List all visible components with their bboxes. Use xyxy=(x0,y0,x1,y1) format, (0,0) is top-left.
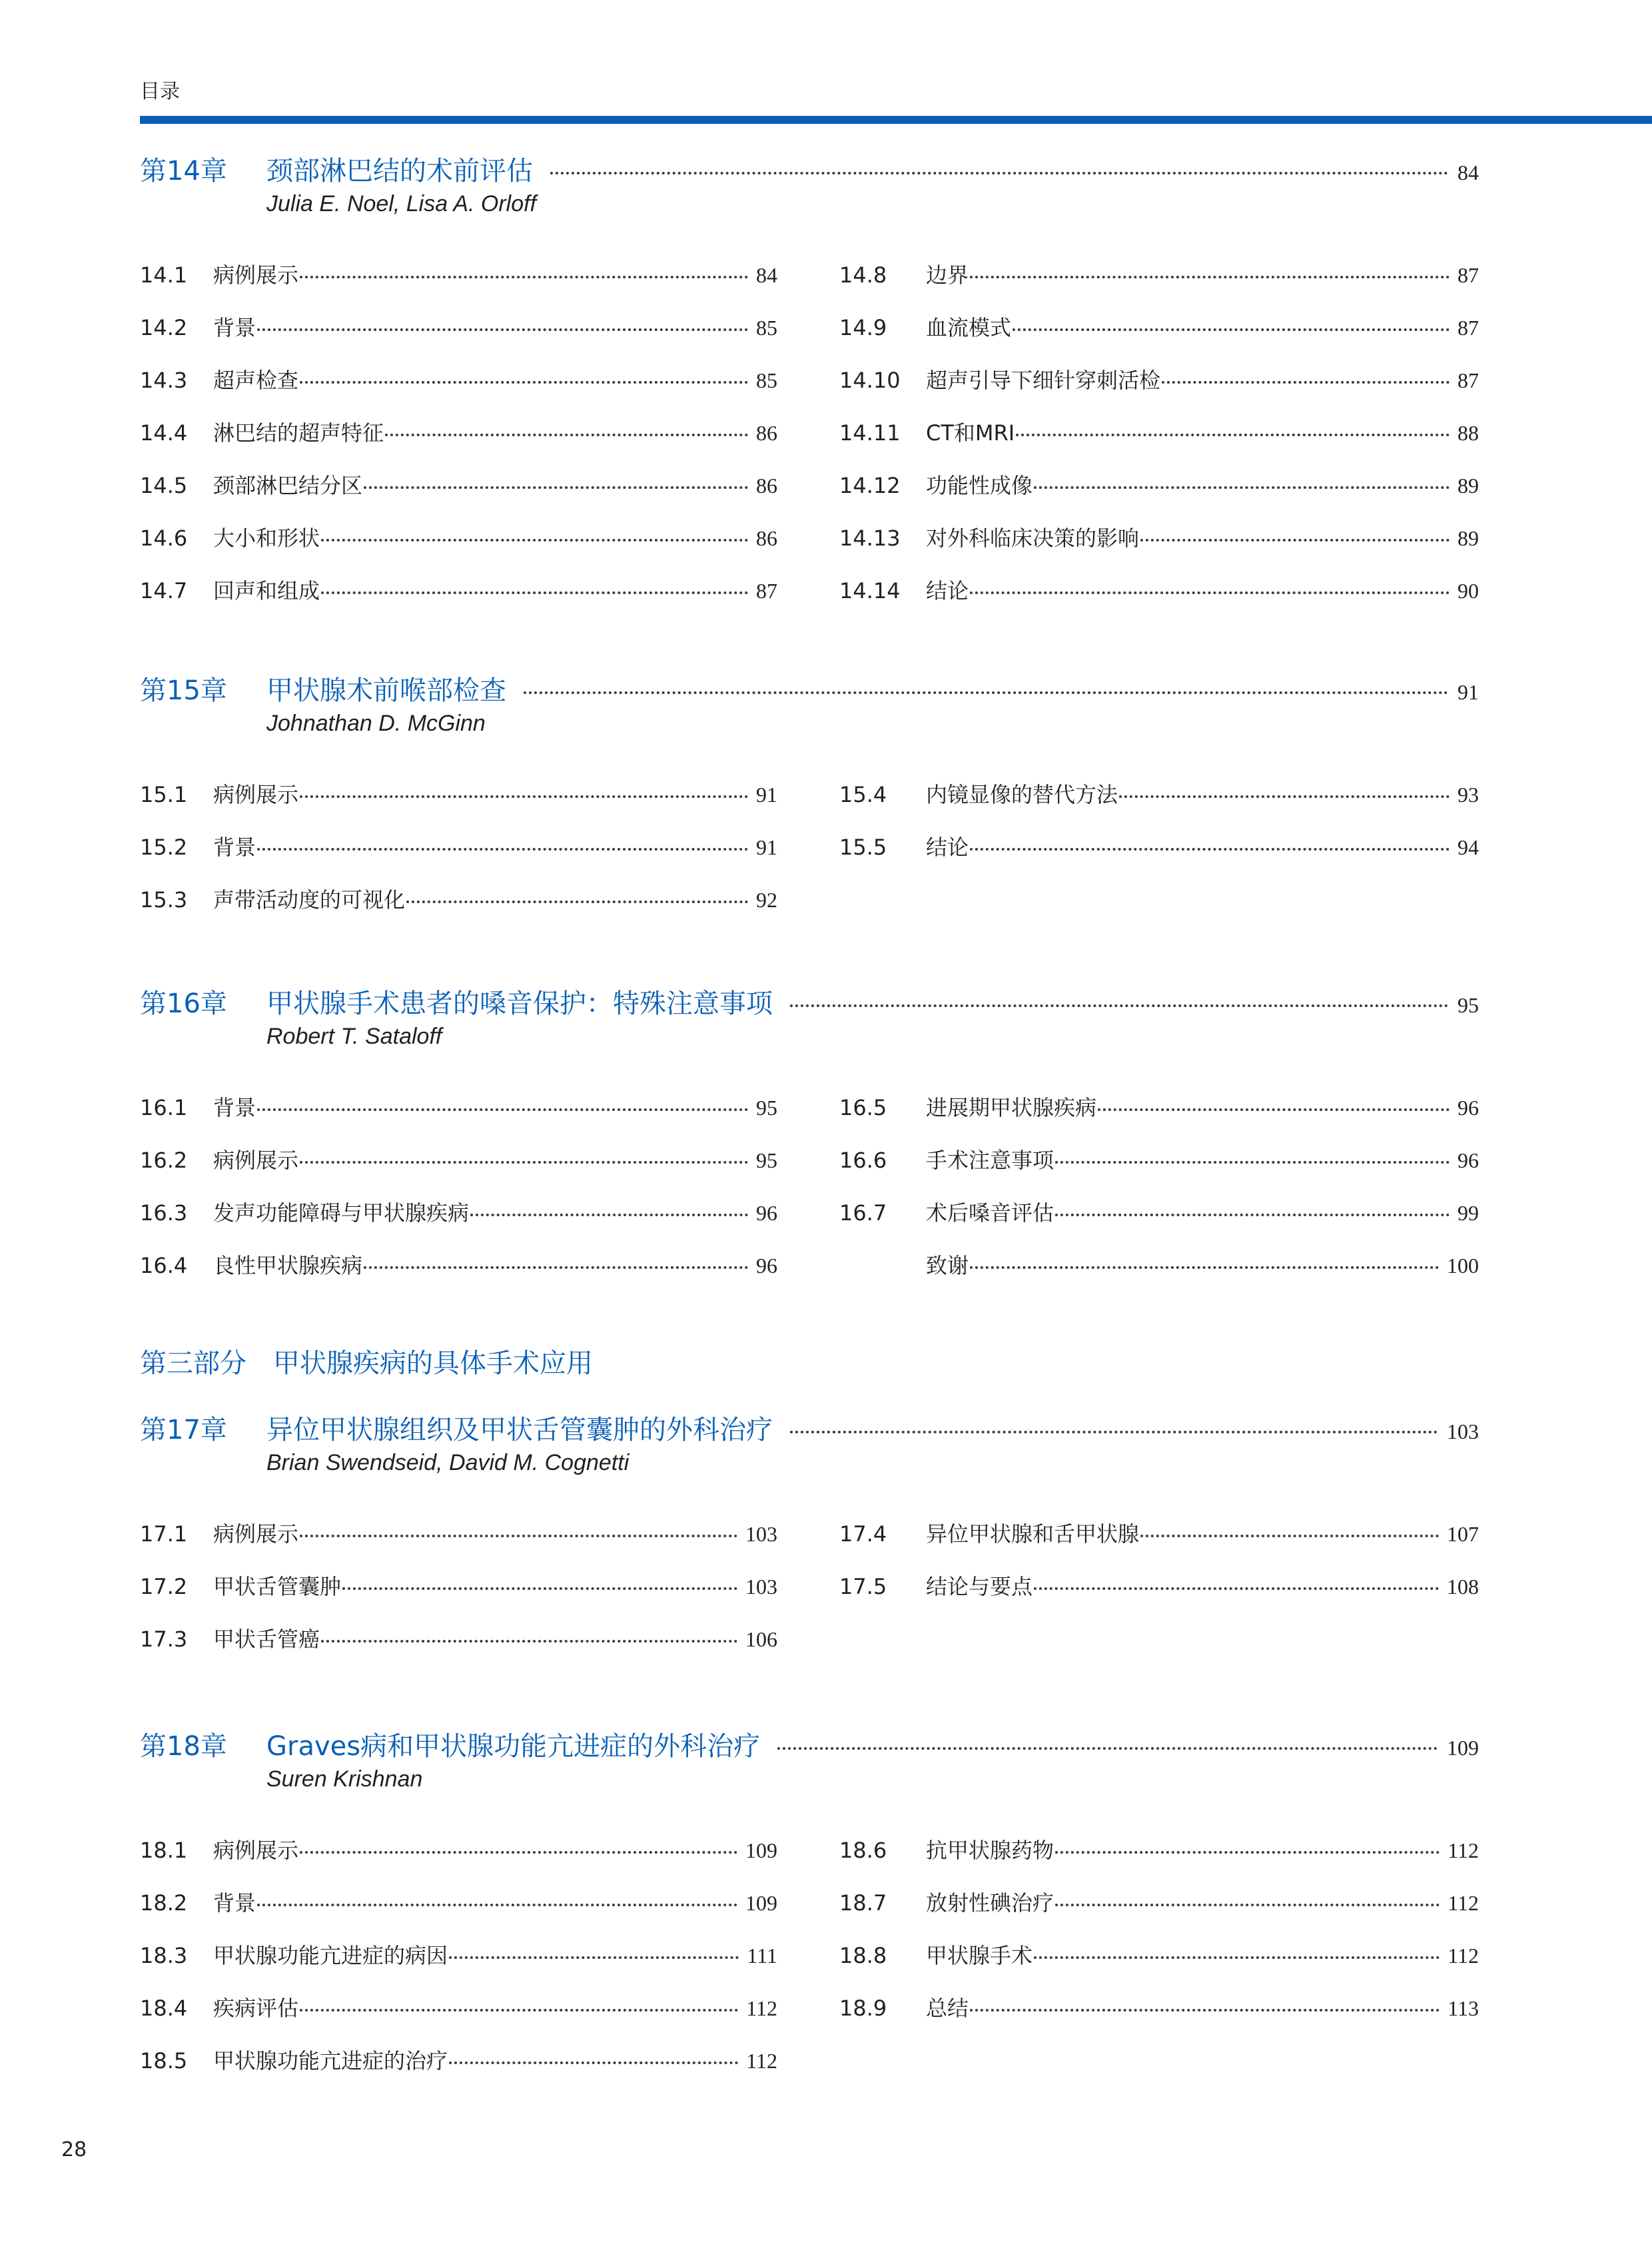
section-title: 进展期甲状腺疾病 xyxy=(926,1095,1097,1120)
dot-leader xyxy=(1162,381,1449,384)
section-page-number: 87 xyxy=(1457,263,1479,287)
section-page-number: 96 xyxy=(1457,1096,1479,1120)
chapter-page-number: 95 xyxy=(1457,993,1479,1017)
toc-entry[interactable] xyxy=(140,1249,777,1302)
section-list xyxy=(140,778,1479,936)
section-page-number: 91 xyxy=(756,783,777,807)
section-page-number: 87 xyxy=(1457,368,1479,392)
section-title: 病例展示 xyxy=(213,1838,299,1863)
section-title: 甲状腺功能亢进症的治疗 xyxy=(213,2048,448,2073)
chapter-heading[interactable] xyxy=(140,669,1479,707)
chapter-page-number: 84 xyxy=(1457,161,1479,185)
toc-entry[interactable] xyxy=(140,1834,777,1886)
section-number: 16.3 xyxy=(140,1200,188,1226)
section-title: 对外科临床决策的影响 xyxy=(926,526,1140,551)
toc-entry[interactable] xyxy=(140,1196,777,1249)
toc-entry[interactable] xyxy=(140,522,777,574)
toc-entry[interactable] xyxy=(839,1517,1479,1570)
toc-entry[interactable] xyxy=(140,1091,777,1144)
dot-leader xyxy=(470,1214,748,1216)
section-column-right xyxy=(839,258,1479,627)
dot-leader xyxy=(257,1904,737,1906)
chapter-heading[interactable] xyxy=(140,1409,1479,1446)
section-number: 16.5 xyxy=(839,1095,887,1120)
dot-leader xyxy=(1140,539,1449,542)
dot-leader xyxy=(1140,1535,1439,1537)
dot-leader xyxy=(300,381,748,384)
toc-entry[interactable] xyxy=(839,1834,1479,1886)
toc-entry[interactable] xyxy=(140,1517,777,1570)
section-column-right xyxy=(839,1834,1479,2044)
dot-leader xyxy=(364,486,748,489)
section-number: 16.2 xyxy=(140,1148,188,1173)
section-page-number: 93 xyxy=(1457,783,1479,807)
section-page-number: 84 xyxy=(756,263,777,287)
toc-entry[interactable] xyxy=(140,883,777,936)
dot-leader xyxy=(1119,795,1449,798)
chapter-page-number: 103 xyxy=(1447,1419,1479,1443)
toc-entry[interactable] xyxy=(839,1196,1479,1249)
chapter-block xyxy=(140,1725,1479,2097)
toc-entry[interactable] xyxy=(140,416,777,469)
section-page-number: 85 xyxy=(756,316,777,340)
section-column-left xyxy=(140,1517,777,1675)
section-number: 14.9 xyxy=(839,315,887,340)
toc-entry[interactable] xyxy=(839,1249,1479,1302)
section-title: 病例展示 xyxy=(213,1521,299,1547)
dot-leader xyxy=(524,691,1448,694)
dot-leader xyxy=(970,1266,1439,1269)
dot-leader xyxy=(1034,1956,1440,1959)
dot-leader xyxy=(1034,1587,1439,1590)
chapter-authors: Suren Krishnan xyxy=(266,1766,423,1792)
section-number: 14.11 xyxy=(839,420,901,446)
section-page-number: 109 xyxy=(745,1838,777,1862)
section-page-number: 89 xyxy=(1457,526,1479,550)
section-page-number: 99 xyxy=(1457,1201,1479,1225)
toc-entry[interactable] xyxy=(140,364,777,416)
section-number: 14.7 xyxy=(140,578,188,603)
dot-leader xyxy=(321,539,748,542)
dot-leader xyxy=(550,172,1448,175)
dot-leader xyxy=(970,848,1449,851)
dot-leader xyxy=(449,1956,739,1959)
section-page-number: 95 xyxy=(756,1148,777,1172)
section-title: 病例展示 xyxy=(213,1148,299,1173)
section-title: 背景 xyxy=(213,315,256,340)
dot-leader xyxy=(1055,1904,1440,1906)
chapter-block xyxy=(140,1409,1479,1675)
section-number: 18.4 xyxy=(140,1996,188,2021)
section-title: CT和MRI xyxy=(926,420,1015,446)
section-title: 甲状腺功能亢进症的病因 xyxy=(213,1943,448,1968)
section-page-number: 85 xyxy=(756,368,777,392)
chapter-block xyxy=(140,669,1479,936)
chapter-heading[interactable] xyxy=(140,982,1479,1020)
section-number: 18.1 xyxy=(140,1838,188,1863)
section-page-number: 94 xyxy=(1457,835,1479,859)
chapter-title: 甲状腺术前喉部检查 xyxy=(266,675,506,706)
section-number: 15.5 xyxy=(839,835,887,860)
toc-entry[interactable] xyxy=(140,1939,777,1992)
section-page-number: 108 xyxy=(1447,1575,1479,1599)
section-number: 16.4 xyxy=(140,1253,188,1278)
section-number: 15.1 xyxy=(140,782,188,807)
dot-leader xyxy=(1055,1214,1449,1216)
toc-entry[interactable] xyxy=(140,311,777,364)
section-number: 14.5 xyxy=(140,473,188,498)
toc-entry[interactable] xyxy=(839,522,1479,574)
section-page-number: 111 xyxy=(747,1944,777,1968)
section-title: 功能性成像 xyxy=(926,473,1033,498)
section-number: 18.6 xyxy=(839,1838,887,1863)
toc-entry[interactable] xyxy=(839,1886,1479,1939)
section-title: 发声功能障碍与甲状腺疾病 xyxy=(213,1200,470,1226)
section-page-number: 86 xyxy=(756,421,777,445)
dot-leader xyxy=(1098,1108,1449,1111)
section-number: 17.4 xyxy=(839,1521,887,1547)
section-number: 14.12 xyxy=(839,473,901,498)
section-page-number: 96 xyxy=(1457,1148,1479,1172)
section-page-number: 100 xyxy=(1447,1254,1479,1278)
dot-leader xyxy=(321,1640,737,1643)
dot-leader xyxy=(300,2009,738,2012)
dot-leader xyxy=(257,328,748,331)
section-number: 18.9 xyxy=(839,1996,887,2021)
dot-leader xyxy=(1055,1161,1449,1164)
section-page-number: 112 xyxy=(746,2049,777,2073)
toc-entry[interactable] xyxy=(140,1886,777,1939)
section-title: 疾病评估 xyxy=(213,1996,299,2021)
dot-leader xyxy=(257,848,748,851)
dot-leader xyxy=(1055,1851,1440,1854)
section-title: 超声检查 xyxy=(213,368,299,393)
section-number: 14.1 xyxy=(140,262,188,288)
section-list xyxy=(140,1091,1479,1302)
section-number: 18.7 xyxy=(839,1890,887,1916)
toc-entry[interactable] xyxy=(839,831,1479,883)
section-page-number: 90 xyxy=(1457,579,1479,603)
section-page-number: 96 xyxy=(756,1201,777,1225)
toc-entry[interactable] xyxy=(140,1144,777,1196)
section-column-left xyxy=(140,1091,777,1302)
section-number: 15.2 xyxy=(140,835,188,860)
dot-leader xyxy=(321,591,748,594)
chapter-authors: Brian Swendseid, David M. Cognetti xyxy=(266,1450,629,1475)
toc-entry[interactable] xyxy=(140,1570,777,1623)
section-title: 背景 xyxy=(213,1890,256,1916)
section-number: 14.3 xyxy=(140,368,188,393)
section-number: 14.10 xyxy=(839,368,901,393)
section-column-right xyxy=(839,1091,1479,1302)
chapter-authors: Johnathan D. McGinn xyxy=(266,711,486,736)
toc-entry[interactable] xyxy=(140,574,777,627)
chapter-title: 颈部淋巴结的术前评估 xyxy=(266,156,533,187)
toc-entry[interactable] xyxy=(839,574,1479,627)
section-number: 14.8 xyxy=(839,262,887,288)
page-number: 28 xyxy=(61,2138,87,2161)
dot-leader xyxy=(300,276,748,278)
section-number: 18.8 xyxy=(839,1943,887,1968)
section-title: 放射性碘治疗 xyxy=(926,1890,1054,1916)
toc-entry[interactable] xyxy=(140,1992,777,2044)
running-header: 目录 xyxy=(140,80,180,103)
dot-leader xyxy=(257,1108,748,1111)
section-title: 结论与要点 xyxy=(926,1574,1033,1599)
section-title: 边界 xyxy=(926,262,969,288)
section-title: 病例展示 xyxy=(213,262,299,288)
section-title: 致谢 xyxy=(926,1253,969,1278)
section-number: 14.14 xyxy=(839,578,901,603)
section-title: 大小和形状 xyxy=(213,526,320,551)
section-list xyxy=(140,258,1479,627)
section-page-number: 112 xyxy=(1447,1944,1479,1968)
section-number: 16.6 xyxy=(839,1148,887,1173)
chapter-number: 第14章 xyxy=(140,156,227,187)
dot-leader xyxy=(300,1851,737,1854)
chapter-authors: Robert T. Sataloff xyxy=(266,1024,442,1049)
section-number: 18.2 xyxy=(140,1890,188,1916)
dot-leader xyxy=(777,1747,1438,1750)
section-number: 14.6 xyxy=(140,526,188,551)
section-page-number: 106 xyxy=(745,1627,777,1651)
section-column-left xyxy=(140,1834,777,2097)
chapter-authors: Julia E. Noel, Lisa A. Orloff xyxy=(266,191,537,216)
toc-entry[interactable] xyxy=(839,416,1479,469)
section-list xyxy=(140,1834,1479,2097)
toc-entry[interactable] xyxy=(839,1570,1479,1623)
section-title: 良性甲状腺疾病 xyxy=(213,1253,363,1278)
section-number: 18.3 xyxy=(140,1943,188,1968)
chapter-page-number: 109 xyxy=(1447,1736,1479,1760)
section-number: 16.7 xyxy=(839,1200,887,1226)
toc-entry[interactable] xyxy=(140,2044,777,2097)
chapter-number: 第18章 xyxy=(140,1731,227,1762)
dot-leader xyxy=(385,434,748,436)
section-number: 18.5 xyxy=(140,2048,188,2073)
dot-leader xyxy=(970,591,1449,594)
section-page-number: 88 xyxy=(1457,421,1479,445)
toc-entry[interactable] xyxy=(839,1992,1479,2044)
section-number: 16.1 xyxy=(140,1095,188,1120)
chapter-heading[interactable] xyxy=(140,1725,1479,1762)
chapter-number: 第15章 xyxy=(140,675,227,706)
section-title: 抗甲状腺药物 xyxy=(926,1838,1054,1863)
section-page-number: 91 xyxy=(756,835,777,859)
part-heading: 第三部分 甲状腺疾病的具体手术应用 xyxy=(140,1348,593,1379)
toc-entry[interactable] xyxy=(140,1623,777,1675)
dot-leader xyxy=(342,1587,737,1590)
section-title: 淋巴结的超声特征 xyxy=(213,420,384,446)
dot-leader xyxy=(364,1266,748,1269)
section-title: 异位甲状腺和舌甲状腺 xyxy=(926,1521,1140,1547)
toc-entry[interactable] xyxy=(839,258,1479,311)
section-title: 总结 xyxy=(926,1996,969,2021)
chapter-title: 异位甲状腺组织及甲状舌管囊肿的外科治疗 xyxy=(266,1415,773,1445)
section-page-number: 112 xyxy=(1447,1891,1479,1915)
chapter-title: Graves病和甲状腺功能亢进症的外科治疗 xyxy=(266,1731,761,1762)
chapter-number: 第17章 xyxy=(140,1415,227,1445)
section-number: 14.2 xyxy=(140,315,188,340)
section-title: 血流模式 xyxy=(926,315,1012,340)
section-number: 17.1 xyxy=(140,1521,188,1547)
chapter-heading[interactable] xyxy=(140,150,1479,187)
section-title: 内镜显像的替代方法 xyxy=(926,782,1118,807)
chapter-block xyxy=(140,150,1479,627)
section-number: 17.2 xyxy=(140,1574,188,1599)
section-page-number: 92 xyxy=(756,888,777,912)
section-page-number: 89 xyxy=(1457,474,1479,498)
section-column-right xyxy=(839,1517,1479,1623)
section-page-number: 109 xyxy=(745,1891,777,1915)
dot-leader xyxy=(1013,328,1449,331)
header-rule xyxy=(140,116,1652,124)
section-column-left xyxy=(140,778,777,936)
section-page-number: 86 xyxy=(756,474,777,498)
section-page-number: 112 xyxy=(1447,1838,1479,1862)
section-title: 术后嗓音评估 xyxy=(926,1200,1054,1226)
section-page-number: 107 xyxy=(1447,1522,1479,1546)
dot-leader xyxy=(406,901,748,903)
section-number: 15.4 xyxy=(839,782,887,807)
section-page-number: 103 xyxy=(745,1575,777,1599)
dot-leader xyxy=(1016,434,1449,436)
section-number: 14.13 xyxy=(839,526,901,551)
section-title: 颈部淋巴结分区 xyxy=(213,473,363,498)
section-page-number: 87 xyxy=(1457,316,1479,340)
chapter-number: 第16章 xyxy=(140,988,227,1019)
section-page-number: 95 xyxy=(756,1096,777,1120)
dot-leader xyxy=(970,2009,1440,2012)
section-page-number: 103 xyxy=(745,1522,777,1546)
section-page-number: 112 xyxy=(746,1996,777,2020)
section-page-number: 86 xyxy=(756,526,777,550)
toc-entry[interactable] xyxy=(140,469,777,522)
section-title: 结论 xyxy=(926,578,969,603)
dot-leader xyxy=(449,2061,738,2064)
section-title: 甲状腺手术 xyxy=(926,1943,1033,1968)
section-number: 17.3 xyxy=(140,1627,188,1652)
section-column-right xyxy=(839,778,1479,883)
section-list xyxy=(140,1517,1479,1675)
toc-entry[interactable] xyxy=(839,311,1479,364)
section-title: 背景 xyxy=(213,835,256,860)
section-page-number: 96 xyxy=(756,1254,777,1278)
toc-entry[interactable] xyxy=(140,258,777,311)
section-page-number: 113 xyxy=(1447,1996,1479,2020)
section-number: 15.3 xyxy=(140,887,188,913)
toc-entry[interactable] xyxy=(839,1091,1479,1144)
section-column-left xyxy=(140,258,777,627)
toc-entry[interactable] xyxy=(839,364,1479,416)
toc-entry[interactable] xyxy=(839,1939,1479,1992)
chapter-page-number: 91 xyxy=(1457,680,1479,704)
toc-entry[interactable] xyxy=(140,831,777,883)
section-title: 声带活动度的可视化 xyxy=(213,887,406,913)
toc-entry[interactable] xyxy=(839,469,1479,522)
dot-leader xyxy=(970,276,1449,278)
section-title: 手术注意事项 xyxy=(926,1148,1054,1173)
dot-leader xyxy=(300,1161,748,1164)
toc-entry[interactable] xyxy=(839,1144,1479,1196)
dot-leader xyxy=(300,1535,737,1537)
section-title: 回声和组成 xyxy=(213,578,320,603)
section-title: 结论 xyxy=(926,835,969,860)
chapter-block xyxy=(140,982,1479,1302)
section-title: 背景 xyxy=(213,1095,256,1120)
toc-entry[interactable] xyxy=(839,778,1479,831)
section-title: 甲状舌管囊肿 xyxy=(213,1574,342,1599)
section-title: 甲状舌管癌 xyxy=(213,1627,320,1652)
toc-entry[interactable] xyxy=(140,778,777,831)
section-number: 14.4 xyxy=(140,420,188,446)
section-page-number: 87 xyxy=(756,579,777,603)
dot-leader xyxy=(1034,486,1449,489)
dot-leader xyxy=(300,795,748,798)
chapter-title: 甲状腺手术患者的嗓音保护：特殊注意事项 xyxy=(266,988,773,1019)
section-title: 病例展示 xyxy=(213,782,299,807)
section-number: 17.5 xyxy=(839,1574,887,1599)
dot-leader xyxy=(790,1004,1448,1007)
dot-leader xyxy=(790,1431,1438,1433)
section-title: 超声引导下细针穿刺活检 xyxy=(926,368,1161,393)
